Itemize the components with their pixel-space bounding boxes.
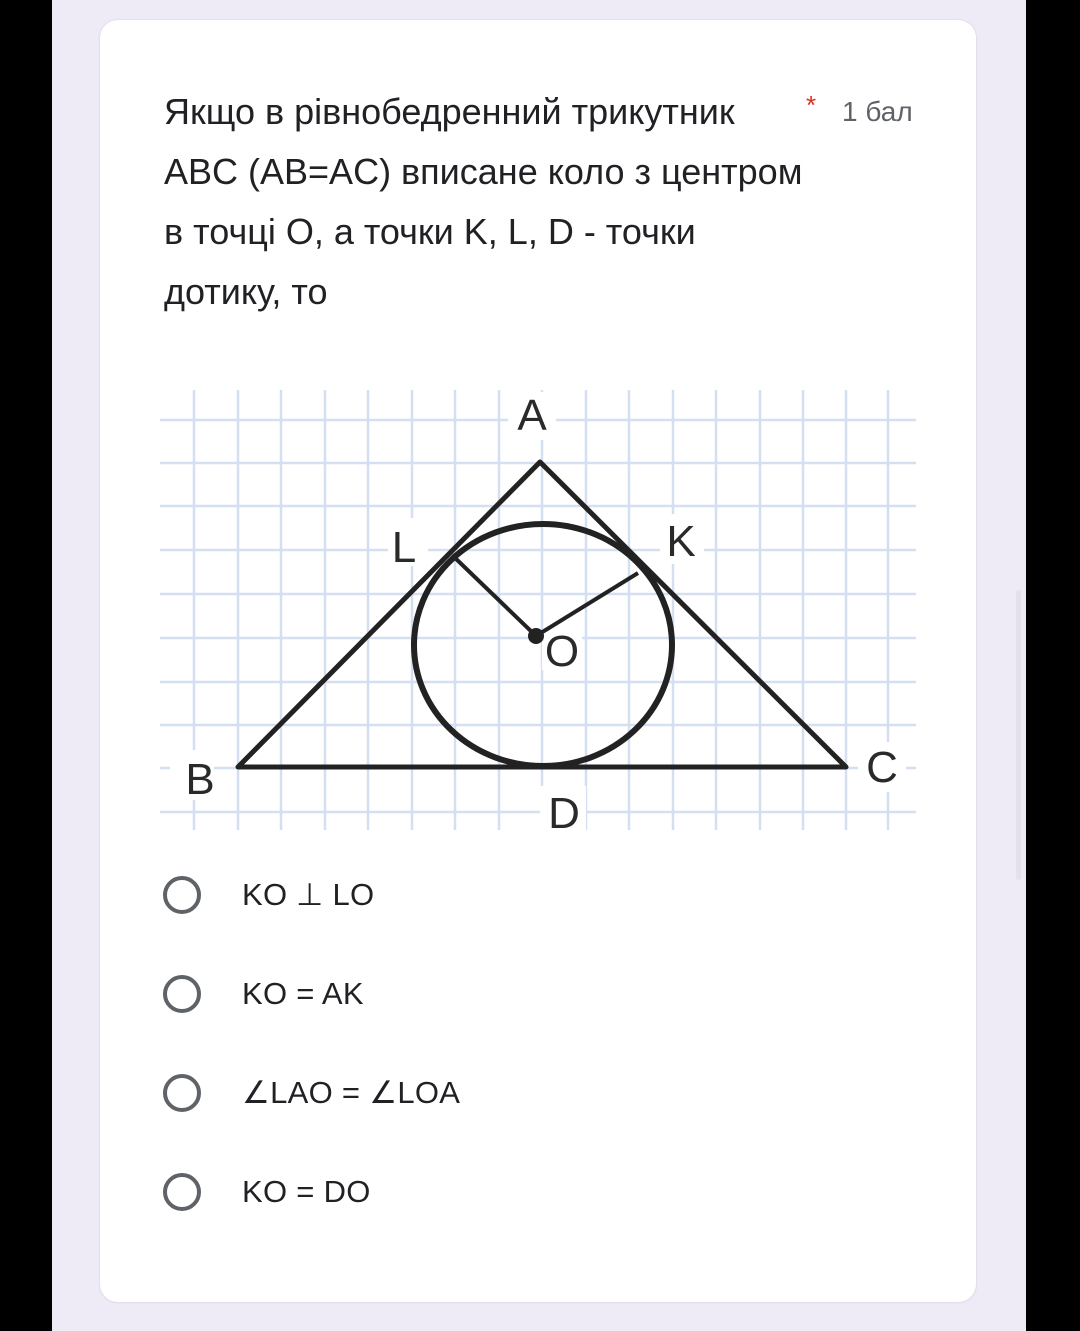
points-label: 1 бал xyxy=(842,96,913,127)
option-label: KO = DO xyxy=(242,1174,371,1209)
center-point xyxy=(528,628,544,644)
option-label: KO = AK xyxy=(242,976,364,1011)
label-c: C xyxy=(866,743,898,792)
option-ko-eq-do[interactable] xyxy=(160,1157,760,1227)
triangle-figure xyxy=(160,380,920,840)
required-marker: * xyxy=(806,90,817,120)
radio-button[interactable] xyxy=(163,876,201,914)
radius-ol xyxy=(452,555,536,636)
label-a: A xyxy=(517,391,547,440)
question-text: Якщо в рівнобедренний трикутник ABC (AB=AC) вписане коло з центром в точці О, а точки K, L, D - точки дотику, то xyxy=(164,91,803,312)
label-o: O xyxy=(544,627,580,676)
label-d: D xyxy=(548,789,580,838)
scrollbar[interactable] xyxy=(1016,590,1021,880)
option-angle-lao-eq-loa[interactable] xyxy=(160,1058,760,1128)
radio-button[interactable] xyxy=(163,1074,201,1112)
option-label: KO ⊥ LO xyxy=(242,877,375,912)
label-b: B xyxy=(185,755,215,804)
option-label: ∠LAO = ∠LOA xyxy=(242,1075,461,1110)
label-l: L xyxy=(391,523,417,572)
label-k: K xyxy=(666,517,696,566)
option-ko-perp-lo[interactable] xyxy=(160,860,760,930)
option-ko-eq-ak[interactable] xyxy=(160,959,760,1029)
radio-button[interactable] xyxy=(163,975,201,1013)
radio-button[interactable] xyxy=(163,1173,201,1211)
